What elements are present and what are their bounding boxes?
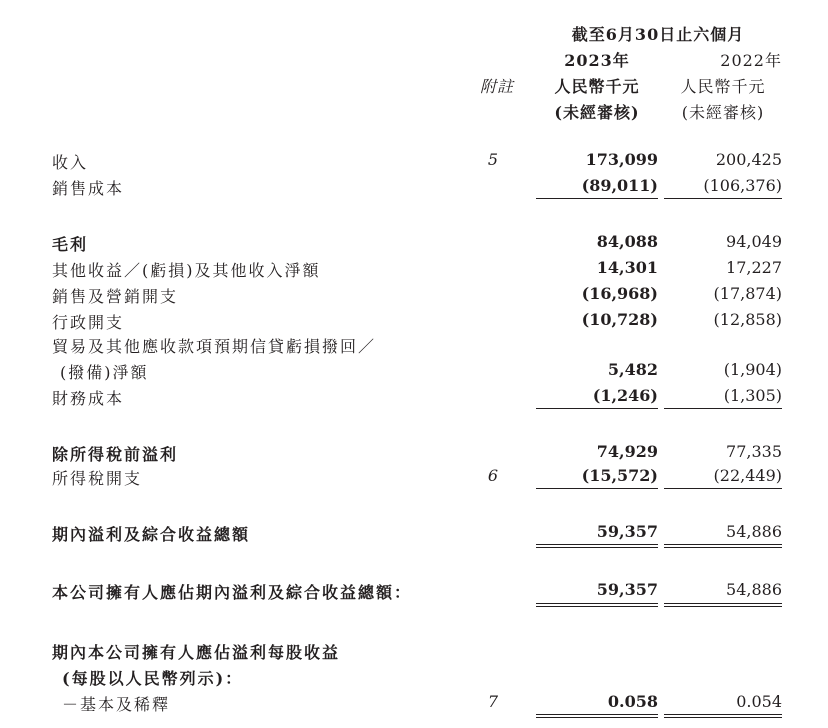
row-gross-profit-label: 毛利 xyxy=(52,235,89,254)
row-ecl-2022: (1,904) xyxy=(723,360,782,379)
row-other-gains-2023: 14,301 xyxy=(596,258,658,277)
row-eps-2023: 0.058 xyxy=(607,692,658,711)
double-rule-total-2023-b xyxy=(536,547,658,548)
double-rule-owners-2022-a xyxy=(664,603,782,604)
row-pbt-2023: 74,929 xyxy=(596,442,658,461)
col-2023-audit: (未經審核) xyxy=(554,103,640,122)
double-rule-owners-2022-b xyxy=(664,606,782,607)
rule-finance-costs-2022 xyxy=(664,408,782,409)
row-eps-subheading: (每股以人民幣列示)： xyxy=(62,669,244,688)
double-rule-owners-2023-b xyxy=(536,606,658,607)
row-admin-expenses-2022: (12,858) xyxy=(713,310,782,329)
row-revenue-2023: 173,099 xyxy=(585,150,658,169)
row-ecl-label-line1: 貿易及其他應收款項預期信貸虧損撥回／ xyxy=(52,337,377,356)
row-other-gains-2022: 17,227 xyxy=(726,258,782,277)
row-finance-costs-2022: (1,305) xyxy=(723,386,782,405)
row-ecl-label-line2: (撥備)淨額 xyxy=(60,363,149,382)
row-admin-expenses-label: 行政開支 xyxy=(52,313,125,332)
rule-finance-costs-2023 xyxy=(536,408,658,409)
row-selling-expenses-2023: (16,968) xyxy=(581,284,658,303)
row-total-income-label: 期內溢利及綜合收益總額 xyxy=(52,525,251,544)
row-finance-costs-label: 財務成本 xyxy=(52,389,125,408)
row-selling-expenses-label: 銷售及營銷開支 xyxy=(52,287,179,306)
rule-cost-of-sales-2022 xyxy=(664,198,782,199)
row-gross-profit-2022: 94,049 xyxy=(726,232,782,251)
row-ecl-2023: 5,482 xyxy=(607,360,658,379)
double-rule-eps-2023-b xyxy=(536,717,658,718)
row-owners-total-2023: 59,357 xyxy=(596,580,658,599)
double-rule-eps-2022-b xyxy=(664,717,782,718)
row-revenue-note: 5 xyxy=(487,150,499,169)
row-owners-total-2022: 54,886 xyxy=(726,580,782,599)
row-cost-of-sales-2022: (106,376) xyxy=(703,176,782,195)
row-cost-of-sales-label: 銷售成本 xyxy=(52,179,125,198)
row-pbt-2022: 77,335 xyxy=(726,442,782,461)
row-revenue-label: 收入 xyxy=(52,153,89,172)
row-pbt-label: 除所得稅前溢利 xyxy=(52,445,179,464)
row-eps-note: 7 xyxy=(487,692,499,711)
row-cost-of-sales-2023: (89,011) xyxy=(581,176,658,195)
double-rule-eps-2023-a xyxy=(536,714,658,715)
col-2022-audit: (未經審核) xyxy=(681,103,765,122)
col-2022-year: 2022年 xyxy=(720,51,782,70)
rule-cost-of-sales-2023 xyxy=(536,198,658,199)
double-rule-owners-2023-a xyxy=(536,603,658,604)
notes-header: 附註 xyxy=(479,77,514,96)
row-eps-heading: 期內本公司擁有人應佔溢利每股收益 xyxy=(52,643,341,662)
double-rule-total-2022-a xyxy=(664,544,782,545)
row-tax-note: 6 xyxy=(487,466,499,485)
row-tax-2022: (22,449) xyxy=(713,466,782,485)
row-owners-total-label: 本公司擁有人應佔期內溢利及綜合收益總額： xyxy=(52,583,413,602)
row-admin-expenses-2023: (10,728) xyxy=(581,310,658,329)
col-2022-unit: 人民幣千元 xyxy=(680,77,766,96)
row-total-income-2022: 54,886 xyxy=(726,522,782,541)
row-selling-expenses-2022: (17,874) xyxy=(713,284,782,303)
col-2023-year: 2023年 xyxy=(564,51,630,70)
period-header: 截至6月30日止六個月 xyxy=(571,25,745,44)
row-revenue-2022: 200,425 xyxy=(715,150,782,169)
row-total-income-2023: 59,357 xyxy=(596,522,658,541)
row-tax-2023: (15,572) xyxy=(581,466,658,485)
double-rule-eps-2022-a xyxy=(664,714,782,715)
rule-tax-2023 xyxy=(536,488,658,489)
row-gross-profit-2023: 84,088 xyxy=(596,232,658,251)
rule-tax-2022 xyxy=(664,488,782,489)
row-finance-costs-2023: (1,246) xyxy=(592,386,658,405)
row-eps-basic-label: －基本及稀釋 xyxy=(62,695,171,714)
double-rule-total-2023-a xyxy=(536,544,658,545)
double-rule-total-2022-b xyxy=(664,547,782,548)
row-tax-label: 所得稅開支 xyxy=(52,469,143,488)
row-other-gains-label: 其他收益／(虧損)及其他收入淨額 xyxy=(52,261,321,280)
col-2023-unit: 人民幣千元 xyxy=(554,77,640,96)
row-eps-2022: 0.054 xyxy=(736,692,782,711)
